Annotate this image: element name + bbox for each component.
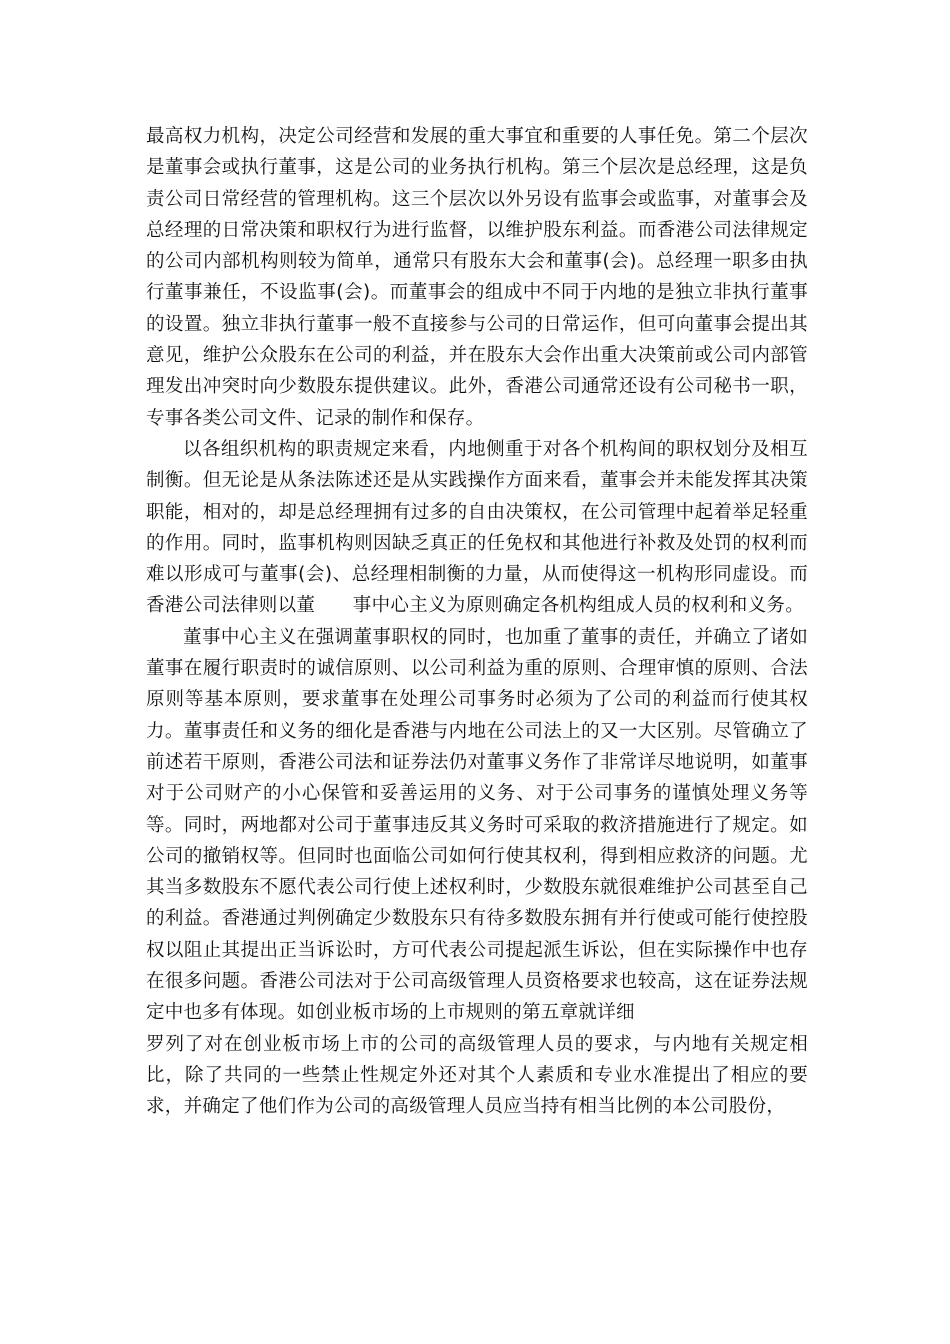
- paragraph-2: 以各组织机构的职责规定来看，内地侧重于对各个机构间的职权划分及相互制衡。但无论是从条法陈述还是从实践操作方面来看，董事会并未能发挥其决策职能，相对的，却是总经理拥有过多的自由决策权，在公司管理中起着举足轻重的作用。同时，监事机构则因缺乏真正的任免权和其他进行补救及处罚的权利而难以形成可与董事(会)、总经理相制衡的力量，从而使得这一机构形同虚设。而香港公司法律则以董 事中心主义为原则确定各机构组成人员的权利和义务。: [146, 438, 808, 617]
- document-page: [146, 121, 808, 1123]
- paragraph-3: 董事中心主义在强调董事职权的同时，也加重了董事的责任，并确立了诸如董事在履行职责时的诚信原则、以公司利益为重的原则、合理审慎的原则、合法原则等基本原则，要求董事在处理公司事务时必须为了公司的利益而行使其权力。董事责任和义务的细化是香港与内地在公司法上的又一大区别。尽管确立了前述若干原则，香港公司法和证券法仍对董事义务作了非常详尽地说明，如董事对于公司财产的小心保管和妥善运用的义务、对于公司事务的谨慎处理义务等等。同时，两地都对公司于董事违反其义务时可采取的救济措施进行了规定。如公司的撤销权等。但同时也面临公司如何行使其权利，得到相应救济的问题。尤其当多数股东不愿代表公司行使上述权利时，少数股东就很难维护公司甚至自己的利益。香港通过判例确定少数股东只有待多数股东拥有并行使或可能行使控股权以阻止其提出正当诉讼时，方可代表公司提起派生诉讼，但在实际操作中也存在很多问题。香港公司法对于公司高级管理人员资格要求也较高，这在证券法规定中也多有体现。如创业板市场的上市规则的第五章就详细: [146, 626, 808, 1024]
- paragraph-1: 最高权力机构，决定公司经营和发展的重大事宜和重要的人事任免。第二个层次是董事会或执行董事，这是公司的业务执行机构。第三个层次是总经理，这是负责公司日常经营的管理机构。这三个层次以外另设有监事会或监事，对董事会及总经理的日常决策和职权行为进行监督，以维护股东利益。而香港公司法律规定的公司内部机构则较为简单，通常只有股东大会和董事(会)。总经理一职多由执行董事兼任，不设监事(会)。而董事会的组成中不同于内地的是独立非执行董事的设置。独立非执行董事一般不直接参与公司的日常运作，但可向董事会提出其意见，维护公众股东在公司的利益，并在股东大会作出重大决策前或公司内部管理发出冲突时向少数股东提供建议。此外，香港公司通常还设有公司秘书一职，专事各类公司文件、记录的制作和保存。: [146, 126, 808, 429]
- paragraph-4: 罗列了对在创业板市场上市的公司的高级管理人员的要求，与内地有关规定相比，除了共同的一些禁止性规定外还对其个人素质和专业水准提出了相应的要求，并确定了他们作为公司的高级管理人员应当持有相当比例的本公司股份，: [146, 1033, 808, 1118]
